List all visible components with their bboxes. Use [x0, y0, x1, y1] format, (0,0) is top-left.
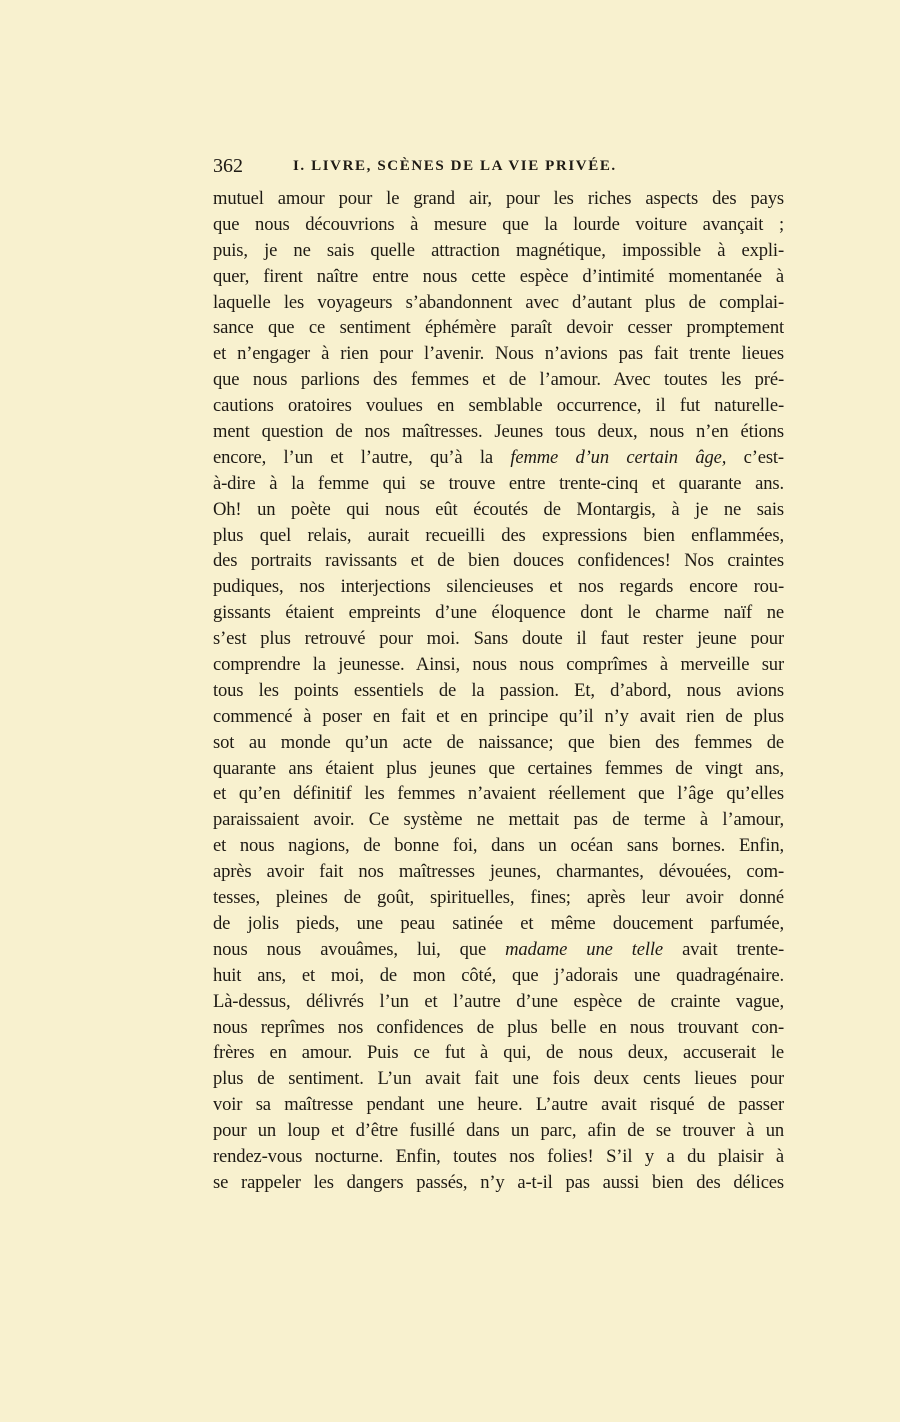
text-line: comprendre la jeunesse. Ainsi, nous nous comprîmes à merveille sur: [213, 654, 784, 676]
text-line: plus quel relais, aurait recueilli des expressions bien enflammées,: [213, 524, 784, 546]
text-line: gissants étaient empreints d’une éloquence dont le charme naïf ne: [213, 602, 784, 624]
text-line: s’est plus retrouvé pour moi. Sans doute il faut rester jeune pour: [213, 628, 784, 650]
text-line: voir sa maîtresse pendant une heure. L’autre avait risqué de passer: [213, 1094, 784, 1116]
text-line: quarante ans étaient plus jeunes que certaines femmes de vingt ans,: [213, 757, 784, 779]
text-line: des portraits ravissants et de bien douces confidences! Nos craintes: [213, 550, 784, 572]
text-line: après avoir fait nos maîtresses jeunes, charmantes, dévouées, com-: [213, 861, 784, 883]
text-line: mutuel amour pour le grand air, pour les riches aspects des pays: [213, 188, 784, 209]
text-line: laquelle les voyageurs s’abandonnent avec d’autant plus de complai-: [213, 291, 784, 313]
body-text: [213, 186, 784, 1196]
text-line: ment question de nos maîtresses. Jeunes tous deux, nous n’en étions: [213, 421, 784, 443]
text-line: sot au monde qu’un acte de naissance; que bien des femmes de: [213, 731, 784, 753]
text-segment: avait trente-: [663, 938, 784, 960]
text-line: plus de sentiment. L’un avait fait une fois deux cents lieues pour: [213, 1068, 784, 1090]
text-line: quer, firent naître entre nous cette espèce d’intimité momentanée à: [213, 265, 784, 287]
text-line: paraissaient avoir. Ce système ne mettait pas de terme à l’amour,: [213, 809, 784, 831]
text-line: à-dire à la femme qui se trouve entre trente-cinq et quarante ans.: [213, 472, 784, 494]
text-line: commencé à poser en fait et en principe qu’il n’y avait rien de plus: [213, 705, 784, 727]
text-line: que nous parlions des femmes et de l’amour. Avec toutes les pré-: [213, 369, 784, 391]
text-line: puis, je ne sais quelle attraction magnétique, impossible à expli-: [213, 239, 784, 261]
text-line: pour un loup et d’être fusillé dans un parc, afin de se trouver à un: [213, 1120, 784, 1142]
text-line: [213, 937, 784, 963]
text-line: que nous découvrions à mesure que la lourde voiture avançait ;: [213, 213, 784, 235]
italic-phrase: femme d’un certain âge,: [510, 446, 727, 468]
text-line: rendez-vous nocturne. Enfin, toutes nos folies! S’il y a du plaisir à: [213, 1145, 784, 1167]
page-number: 362: [213, 155, 243, 177]
italic-phrase: madame une telle: [505, 938, 664, 960]
text-line: huit ans, et moi, de mon côté, que j’adorais une quadragénaire.: [213, 964, 784, 986]
text-line: pudiques, nos interjections silencieuses et nos regards encore rou-: [213, 576, 784, 598]
text-segment: c’est-: [726, 446, 784, 468]
page-header: [213, 155, 783, 181]
text-line: cautions oratoires voulues en semblable occurrence, il fut naturelle-: [213, 395, 784, 417]
text-line: Là-dessus, délivrés l’un et l’autre d’une espèce de crainte vague,: [213, 990, 784, 1012]
text-line: nous reprîmes nos confidences de plus belle en nous trouvant con-: [213, 1016, 784, 1038]
text-line: de jolis pieds, une peau satinée et même doucement parfumée,: [213, 912, 784, 934]
text-line: Oh! un poète qui nous eût écoutés de Montargis, à je ne sais: [213, 498, 784, 520]
text-line: [213, 445, 784, 471]
text-line: et qu’en définitif les femmes n’avaient réellement que l’âge qu’elles: [213, 783, 784, 805]
text-line: tesses, pleines de goût, spirituelles, fines; après leur avoir donné: [213, 887, 784, 909]
text-line: sance que ce sentiment éphémère paraît devoir cesser promptement: [213, 317, 784, 339]
text-line: frères en amour. Puis ce fut à qui, de nous deux, accuserait le: [213, 1042, 784, 1064]
text-segment: encore, l’un et l’autre, qu’à la: [213, 446, 511, 468]
running-title: I. LIVRE, SCÈNES DE LA VIE PRIVÉE.: [293, 158, 617, 174]
text-segment: nous nous avouâmes, lui, que: [213, 938, 506, 960]
text-line: et n’engager à rien pour l’avenir. Nous n’avions pas fait trente lieues: [213, 343, 784, 365]
text-line: se rappeler les dangers passés, n’y a-t-il pas aussi bien des délices: [213, 1171, 784, 1193]
text-line: et nous nagions, de bonne foi, dans un océan sans bornes. Enfin,: [213, 835, 784, 857]
text-line: tous les points essentiels de la passion. Et, d’abord, nous avions: [213, 679, 784, 701]
